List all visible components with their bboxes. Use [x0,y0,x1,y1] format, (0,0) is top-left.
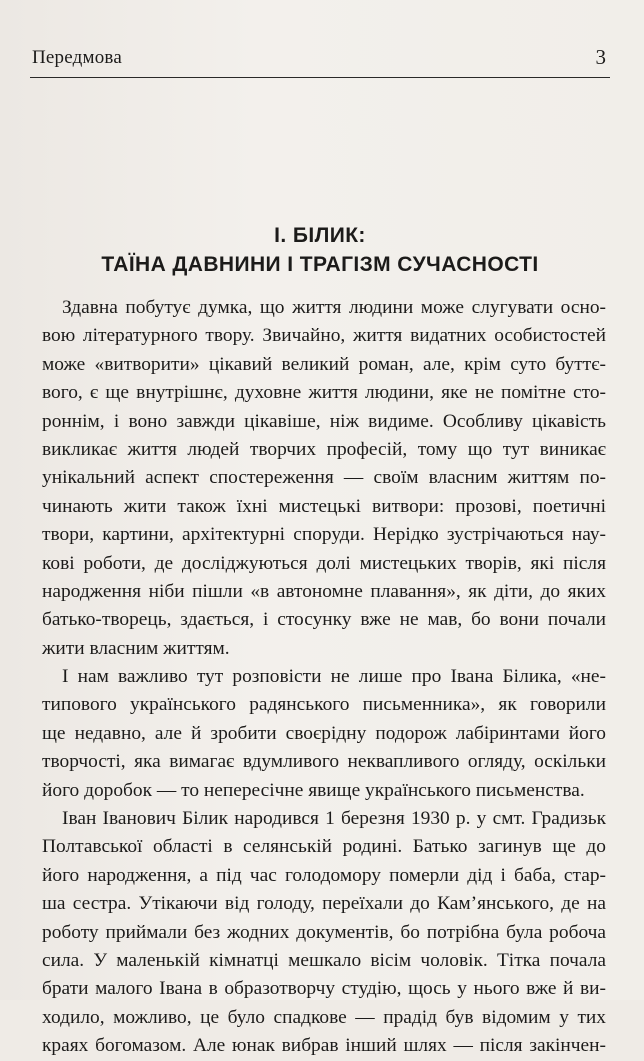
text-line: ша сестра. Утікаючи від голоду, переїхали до Кам’янського, де на [42,893,606,915]
chapter-title-line-1: І. БІЛИК: [274,224,366,247]
text-line: роннім, і воно завжди цікавіше, ніж видиме. Особливу цікавість [42,410,606,432]
running-header [30,41,610,78]
text-line: кові роботи, де досліджуються долі мистецьких творів, які після [42,552,606,574]
text-line: твори, картини, архітектурні споруди. Нерідко зустрічаються нау- [42,524,606,546]
chapter-heading [30,221,610,279]
text-line: його доробок — то непересічне явище українського письменства. [42,779,585,801]
running-title: Передмова [32,47,122,68]
text-line: вого, є ще внутрішнє, духовне життя людини, яке не помітне сто- [42,382,606,404]
text-line: може «витворити» цікавий великий роман, але, крім суто буттє- [42,353,606,375]
text-line: брати малого Івана в образотворчу студію, щось у нього вже й ви- [42,978,606,1000]
text-line: ще недавно, але й зробити своєрідну подорож лабіринтами його [42,722,606,744]
text-line: Полтавської області в селянській родині. Батько загинув ще до [42,836,606,858]
text-line: чинають жити також їхні мистецькі витвори: прозові, поетичні [42,495,606,517]
text-line: жити власним життям. [42,637,230,659]
text-line: типового українського радянського письменника», як говорили [42,694,606,716]
text-line: викликає життя людей творчих професій, тому що тут виникає [42,438,606,460]
page-number: 3 [595,45,606,69]
text-line: роботу приймали без жодних документів, бо потрібна була робоча [42,921,606,943]
text-line: краях богомазом. Але юнак вибрав інший шлях — після закінчен- [42,1035,606,1057]
text-line: сила. У маленькій кімнатці мешкало вісім чоловік. Тітка почала [42,949,606,971]
text-line: батько-творець, здається, і стосунку вже не мав, бо вони почали [42,609,606,631]
text-line: вою літературного твору. Звичайно, життя видатних особистостей [42,325,606,347]
text-line: народження ніби пішли «в автономне плавання», як діти, до яких [42,580,606,602]
chapter-title-line-2: ТАЇНА ДАВНИНИ І ТРАГІЗМ СУЧАСНОСТІ [101,253,539,276]
text-line: ходило, можливо, це було спадкове — прадід був відомим у тих [42,1006,606,1028]
text-line: його народження, а під час голодомору померли дід і баба, стар- [42,864,606,886]
text-line: Іван Іванович Білик народився 1 березня 1930 р. у смт. Градизьк [62,808,606,830]
text-line: творчості, яка вимагає вдумливого неквапливого огляду, оскільки [42,751,606,773]
text-line: Здавна побутує думка, що життя людини може слугувати осно- [62,297,606,318]
text-line: унікальний аспект спостереження — своїм власним життям по- [42,467,606,489]
text-line: І нам важливо тут розповісти не лише про Івана Білика, «не- [62,666,606,688]
body-text [42,294,606,1061]
